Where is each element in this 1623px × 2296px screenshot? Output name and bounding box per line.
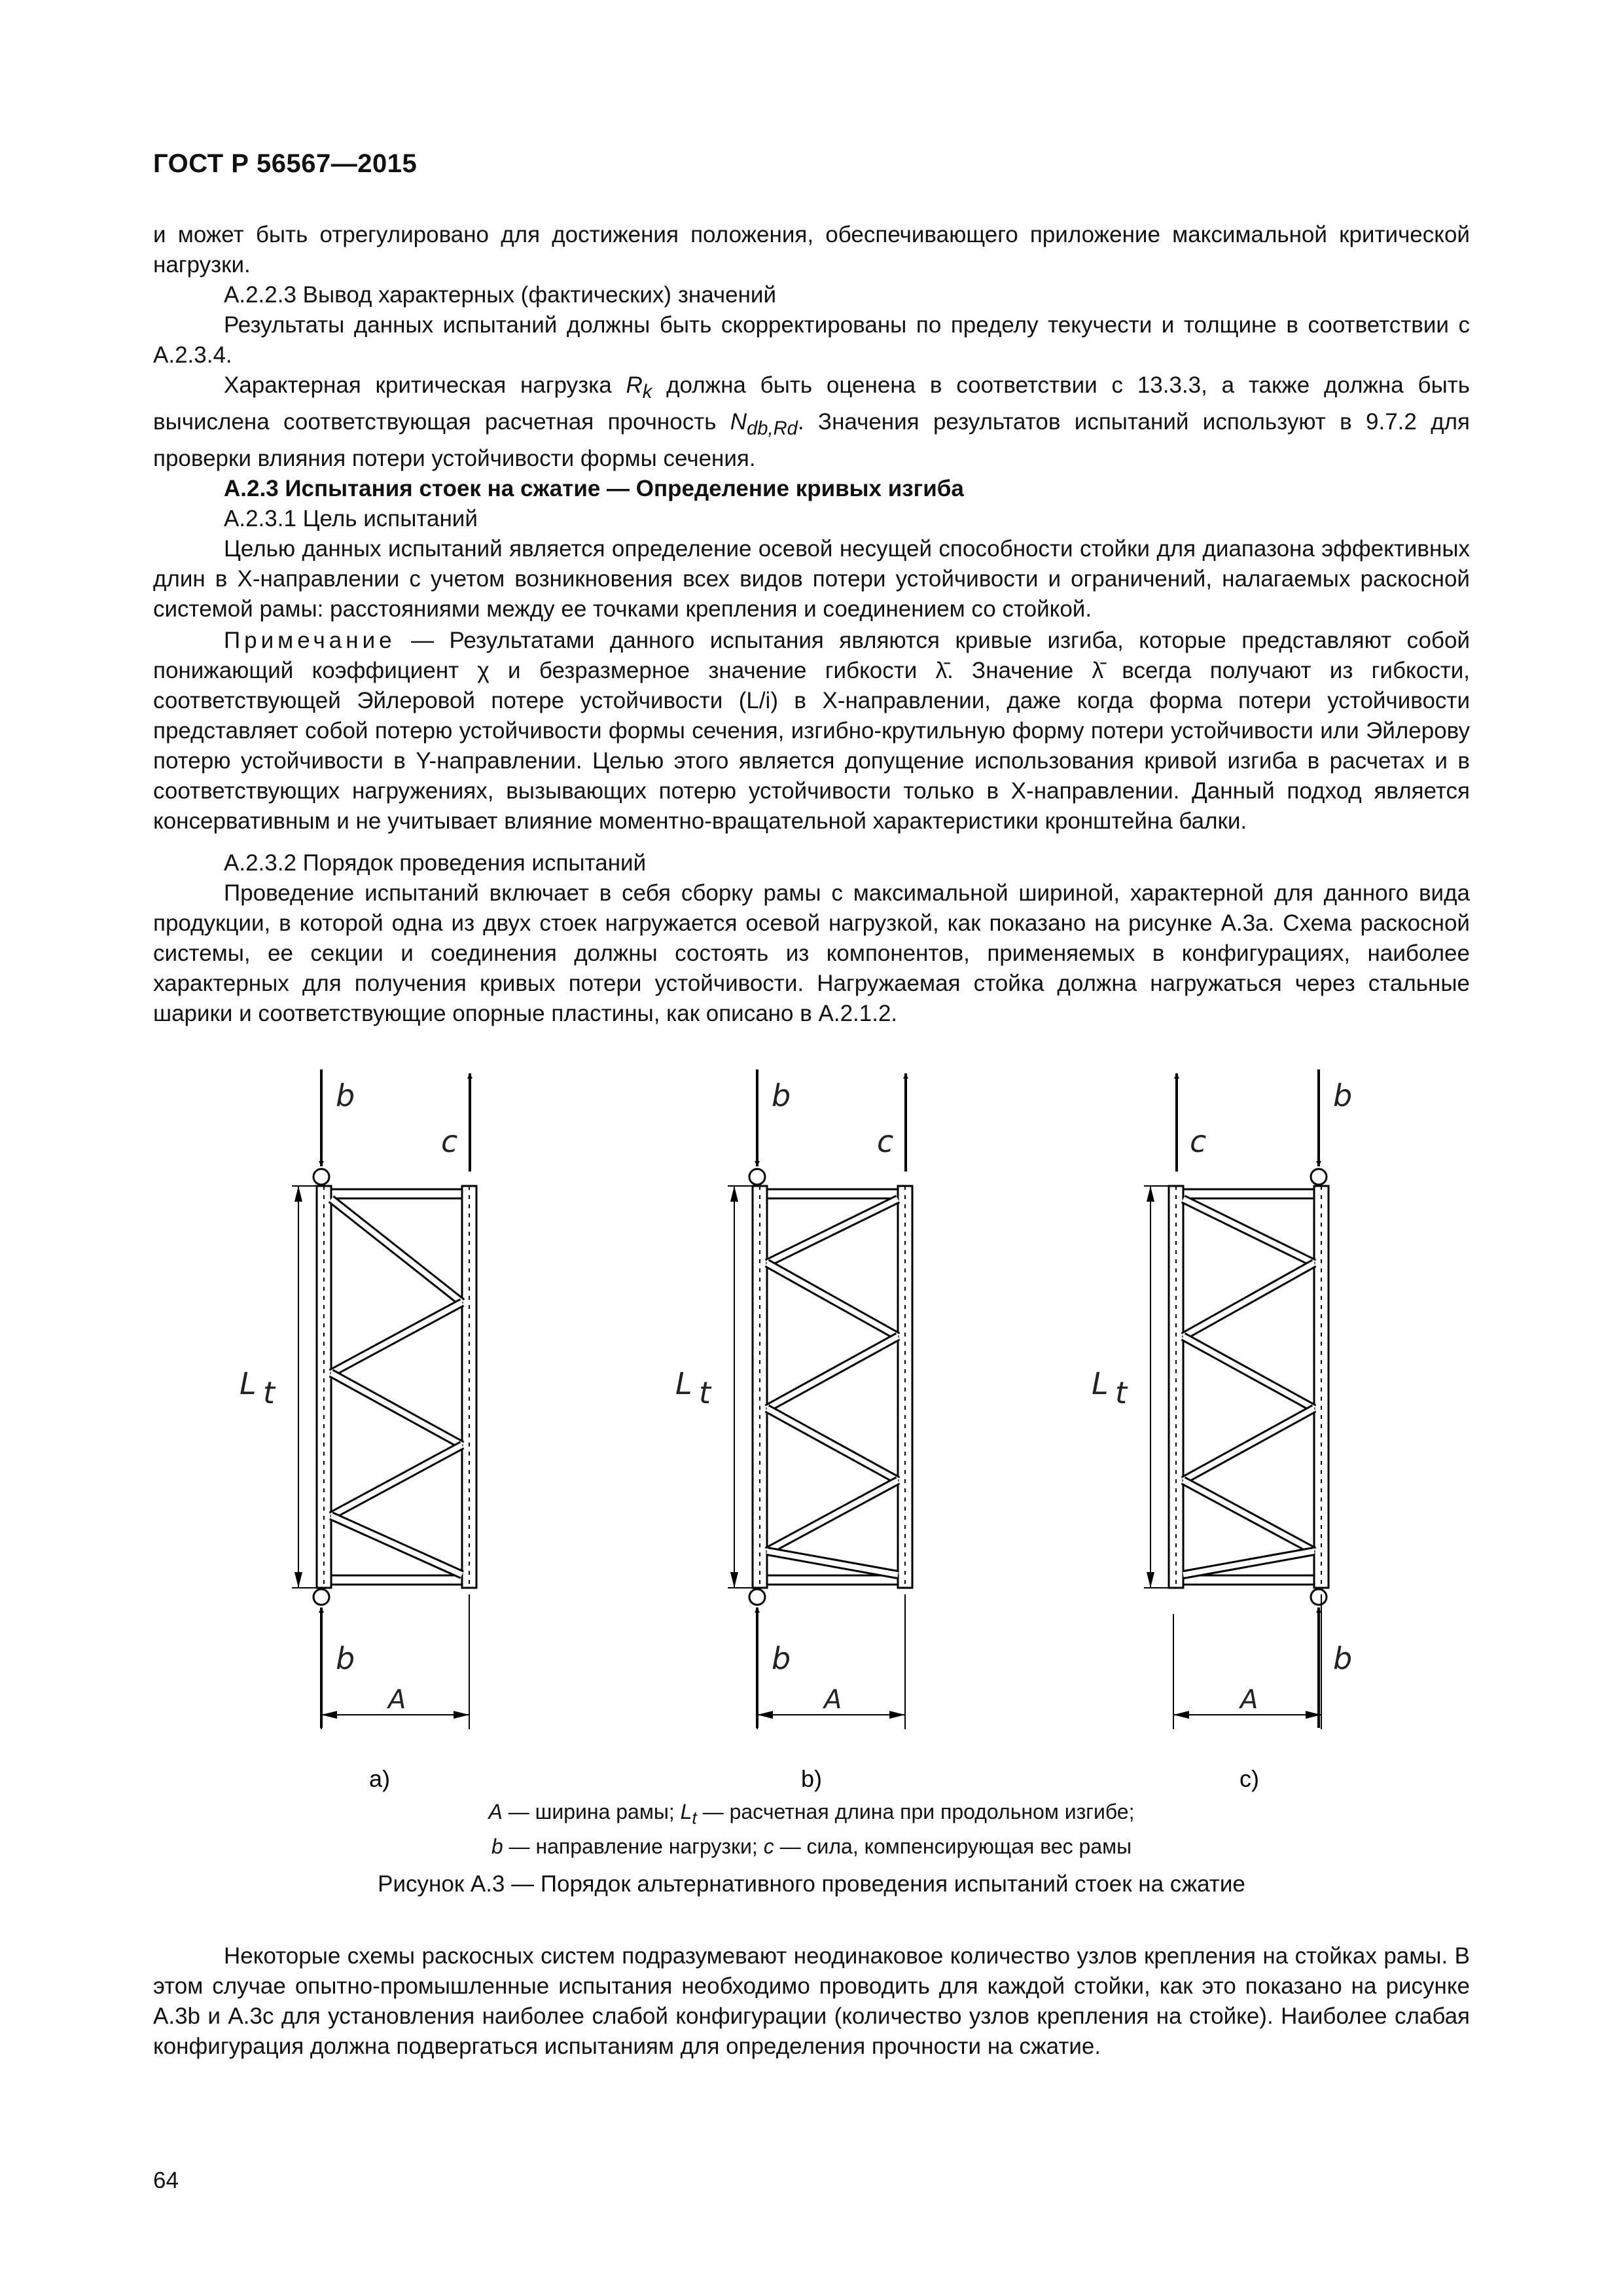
legend-symbol-l: L bbox=[680, 1800, 692, 1823]
ball-bearing-bottom bbox=[1311, 1589, 1327, 1605]
figure-sub-label: а) bbox=[369, 1765, 391, 1792]
paragraph-continuation: и может быть отрегулировано для достижения положения, обеспечивающего приложение максимальной критической нагрузки. bbox=[153, 222, 1470, 278]
frame-diagram-2 bbox=[675, 1069, 912, 1792]
paragraph-purpose: Целью данных испытаний является определение осевой несущей способности стойки для диапазона эффективных длин в X-направлении с учетом возникновения всех видов потери устойчивости и ограничений, налагаемых раскосной системой рамы: расстояниями между ее точками крепления и соединением со стойкой. bbox=[153, 536, 1470, 622]
figure-sub-label: b) bbox=[801, 1765, 823, 1792]
section-a223-heading: А.2.2.3 Вывод характерных (фактических) значений bbox=[224, 282, 777, 308]
section-a23-heading: А.2.3 Испытания стоек на сжатие — Определение кривых изгиба bbox=[224, 476, 964, 501]
dimension-lt-arrow-bottom bbox=[1147, 1572, 1154, 1588]
paragraph-results: Результаты данных испытаний должны быть скорректированы по пределу текучести и толщине в соответствии с А.2.3.4. bbox=[153, 312, 1470, 368]
label-a: A bbox=[824, 1685, 842, 1715]
text-run: должна быть оценена в соответствии с 13.3.3, а также должна быть вычислена соответствующая расчетная прочность bbox=[153, 372, 1470, 435]
label-b-top: b bbox=[336, 1078, 355, 1113]
paragraph-procedure: Проведение испытаний включает в себя сборку рамы с максимальной шириной, характерной для данного вида продукции, в которой одна из двух стоек нагружается осевой нагрузкой, как показано на рисунке А.3а. Схема раскосной системы, ее секции и соединения должны состоять из компонентов, применяемых в конфигурациях, наиболее характерных для получения кривых потери устойчивости. Нагружаемая стойка должна нагружаться через стальные шарики и соответствующие опорные пластины, как описано в А.2.1.2. bbox=[153, 880, 1470, 1026]
horizontal-bottom bbox=[331, 1575, 462, 1585]
section-a231-heading: А.2.3.1 Цель испытаний bbox=[224, 506, 478, 531]
note-paragraph bbox=[153, 626, 1470, 836]
figure-legend bbox=[153, 1797, 1470, 1861]
document-header: ГОСТ Р 56567—2015 bbox=[153, 149, 418, 178]
horizontal-top bbox=[1183, 1189, 1314, 1198]
legend-symbol-c: c bbox=[763, 1835, 774, 1859]
subscript-db-rd: db,Rd bbox=[747, 418, 798, 439]
label-b-top: b bbox=[1333, 1078, 1353, 1113]
label-a: A bbox=[388, 1685, 406, 1715]
body-text-top bbox=[153, 220, 1470, 624]
page-number: 64 bbox=[153, 2168, 179, 2193]
dimension-a-arrow-right bbox=[454, 1711, 469, 1719]
legend-text: — направление нагрузки; bbox=[503, 1835, 764, 1859]
legend-subscript-t: t bbox=[692, 1808, 697, 1828]
dimension-a-arrow-left bbox=[757, 1711, 773, 1719]
frame-diagram-3 bbox=[1092, 1069, 1352, 1792]
brace-member bbox=[767, 1551, 898, 1575]
label-lt: L bbox=[675, 1366, 692, 1401]
brace-member bbox=[331, 1445, 462, 1516]
brace-member bbox=[1183, 1336, 1314, 1408]
label-lt-subscript: t bbox=[1115, 1375, 1128, 1410]
dimension-a-arrow-left bbox=[1173, 1711, 1189, 1719]
legend-symbol-a: A bbox=[488, 1800, 503, 1823]
dimension-a-arrow-right bbox=[889, 1711, 905, 1719]
brace-member bbox=[1183, 1480, 1314, 1551]
dimension-lt-arrow-bottom bbox=[294, 1572, 302, 1588]
label-lt: L bbox=[240, 1366, 257, 1401]
note-block bbox=[153, 626, 1470, 836]
paragraph-bracing-schemes: Некоторые схемы раскосных систем подразумевают неодинаковое количество узлов крепления на стойках рамы. В этом случае опытно-промышленные испытания необходимо проводить для каждой стойки, как это показано на рисунке А.3b и А.3c для установления наиболее слабой конфигурации (количество узлов крепления на стойке). Наиболее слабая конфигурация должна подвергаться испытаниям для определения прочности на сжатие. bbox=[153, 1943, 1470, 2059]
frame-diagrams bbox=[153, 1067, 1470, 1793]
ball-bearing-bottom bbox=[749, 1589, 765, 1605]
label-lt-subscript: t bbox=[263, 1375, 276, 1410]
label-b-top: b bbox=[772, 1078, 791, 1113]
legend-line-1 bbox=[153, 1797, 1470, 1832]
label-b-bottom: b bbox=[1333, 1641, 1353, 1676]
brace-member bbox=[1183, 1551, 1314, 1575]
brace-member bbox=[331, 1302, 462, 1373]
section-a232-heading: А.2.3.2 Порядок проведения испытаний bbox=[224, 850, 647, 876]
legend-text: — сила, компенсирующая вес рамы bbox=[774, 1835, 1132, 1859]
symbol-n: N bbox=[730, 409, 747, 435]
ball-bearing-top bbox=[313, 1169, 329, 1185]
text-run: . Значения результатов испытаний используют в 9.7.2 для проверки влияния потери устойчивости формы сечения. bbox=[153, 409, 1470, 471]
label-c: c bbox=[441, 1124, 458, 1159]
note-text: — Результатами данного испытания являются кривые изгиба, которые представляют собой понижающий коэффициент χ и безразмерное значение гибкости λ̄. Значение λ̄ всегда получают из гибкости, соответствующей Эйлеровой потере устойчивости (L/i) в X-направлении, даже когда форма потери устойчивости представляет собой потерю устойчивости формы сечения, изгибно-крутильную форму потери устойчивости или Эйлерову потерю устойчивости в Y-направлении. Целью этого является допущение использования кривой изгиба в расчетах и в соответствующих нагружениях, вызывающих потерю устойчивости только в X-направлении. Данный подход является консервативным и не учитывает влияние моментно-вращательной характеристики кронштейна балки. bbox=[153, 628, 1470, 834]
legend-text: — ширина рамы; bbox=[502, 1800, 681, 1823]
subscript-k: k bbox=[642, 382, 652, 403]
label-a: A bbox=[1240, 1685, 1258, 1715]
brace-member bbox=[331, 1373, 462, 1445]
horizontal-bottom bbox=[1183, 1575, 1314, 1585]
figure-sub-label: c) bbox=[1240, 1765, 1259, 1792]
dimension-lt-arrow-bottom bbox=[730, 1572, 738, 1588]
legend-line-2 bbox=[153, 1832, 1470, 1861]
dimension-lt-arrow-top bbox=[730, 1186, 738, 1202]
dimension-a-arrow-left bbox=[321, 1711, 337, 1719]
paragraph-characteristic-load bbox=[153, 370, 1470, 474]
note-label: Примечание bbox=[224, 628, 396, 653]
label-lt: L bbox=[1092, 1366, 1109, 1401]
dimension-lt-arrow-top bbox=[1147, 1186, 1154, 1202]
brace-member bbox=[1183, 1199, 1314, 1263]
brace-member bbox=[767, 1408, 898, 1480]
symbol-r: R bbox=[626, 372, 643, 398]
dimension-lt-arrow-top bbox=[294, 1186, 302, 1202]
label-b-bottom: b bbox=[772, 1641, 791, 1676]
label-b-bottom: b bbox=[336, 1641, 355, 1676]
figure-caption: Рисунок А.3 — Порядок альтернативного проведения испытаний стоек на сжатие bbox=[378, 1871, 1245, 1897]
brace-member bbox=[767, 1263, 898, 1336]
label-c: c bbox=[1190, 1124, 1207, 1159]
ball-bearing-bottom bbox=[313, 1589, 329, 1605]
legend-text: — расчетная длина при продольном изгибе; bbox=[696, 1800, 1135, 1823]
legend-symbol-b: b bbox=[491, 1835, 503, 1859]
horizontal-bottom bbox=[767, 1575, 898, 1585]
label-c: c bbox=[877, 1124, 894, 1159]
body-text-procedure bbox=[153, 848, 1470, 1029]
brace-member bbox=[767, 1336, 898, 1408]
figure-a3 bbox=[153, 1067, 1470, 1924]
frame-diagram-1 bbox=[240, 1069, 476, 1792]
body-text-bottom bbox=[153, 1941, 1470, 2062]
brace-member bbox=[1183, 1263, 1314, 1336]
brace-member bbox=[767, 1199, 898, 1263]
brace-member bbox=[767, 1480, 898, 1551]
brace-member bbox=[1183, 1408, 1314, 1480]
brace-member bbox=[331, 1516, 462, 1575]
horizontal-top bbox=[767, 1189, 898, 1198]
text-run: Характерная критическая нагрузка bbox=[224, 372, 626, 398]
ball-bearing-top bbox=[749, 1169, 765, 1185]
ball-bearing-top bbox=[1311, 1169, 1327, 1185]
brace-member bbox=[331, 1199, 462, 1302]
label-lt-subscript: t bbox=[699, 1375, 711, 1410]
horizontal-top bbox=[331, 1189, 462, 1198]
